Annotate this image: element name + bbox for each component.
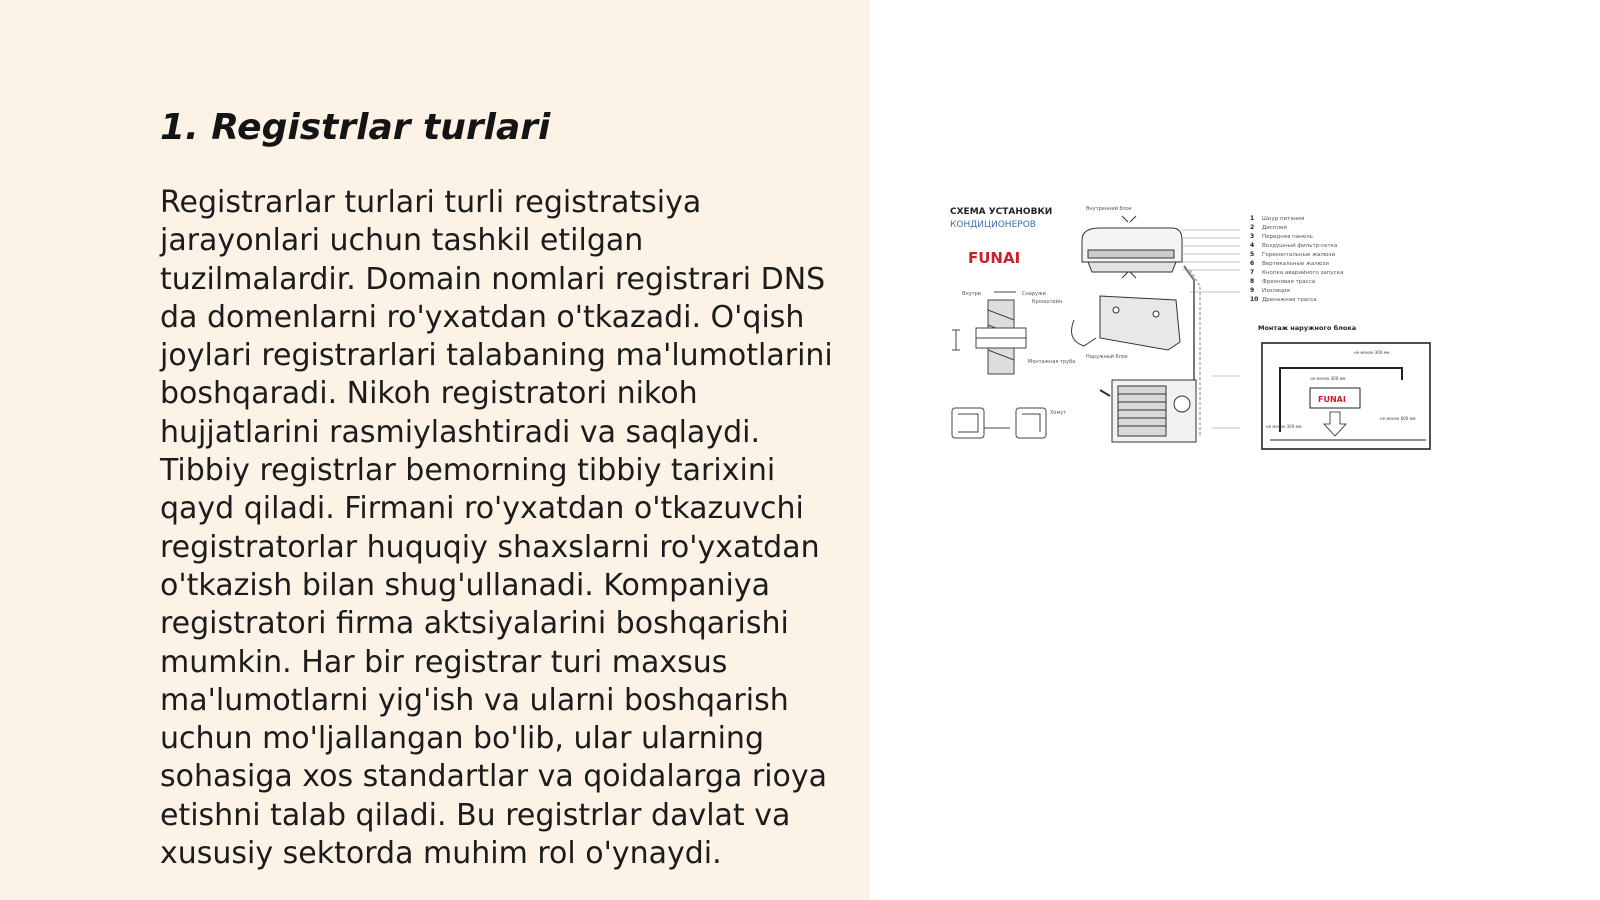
wall-section-icon [952, 291, 1075, 374]
legend-number: 2 [1250, 224, 1255, 231]
legend-number: 4 [1250, 242, 1255, 249]
label-outside: Снаружи [1022, 291, 1046, 297]
legend-text: Шнур питания [1262, 216, 1305, 222]
legend-number: 6 [1250, 260, 1255, 267]
label-indoor: Внутренний блок [1086, 206, 1132, 212]
clamp-icon [952, 408, 1066, 438]
legend-text: Горизонтальные жалюзи [1262, 252, 1336, 258]
brand-logo: FUNAI [968, 249, 1021, 267]
indoor-unit-icon [1082, 205, 1182, 278]
legend-number: 7 [1250, 269, 1255, 276]
legend-number: 9 [1250, 287, 1255, 294]
label-outdoor: Наружный блок [1086, 354, 1128, 360]
dim-top: не менее 300 мм [1354, 350, 1390, 355]
slide-body: Registrarlar turlari turli registratsiya jarayonlari uchun tashkil etilgan tuzilmalardir. Domain nomlari registrari DNS da domenlarni ro'yxatdan o'tkazadi. O'qish joylari registrarlari talabaning ma'lumotlarini boshqaradi. Nikoh registratori nikoh hujjatlarini rasmiylashtiradi va saqlaydi. Tibbiy registrlar bemorning tibbiy tarixini qayd qiladi. Firmani ro'yxatdan o'tkazuvchi registratorlar huquqiy shaxslarni ro'yxatdan o'tkazish bilan shug'ullanadi. Kompaniya registratori firma aktsiyalarini boshqarishi mumkin. Har bir registrar turi maxsus ma'lumotlarni yig'ish va ularni boshqarish uchun mo'ljallangan bo'lib, ular ularning sohasiga xos standartlar va qoidalarga rioya etishni talab qiladi. Bu registrlar davlat va xususiy sektorda muhim rol o'ynaydi. [160, 185, 833, 872]
dim-left: не менее 300 мм [1266, 424, 1302, 429]
legend-number: 1 [1250, 215, 1255, 222]
outdoor-unit-icon [1086, 353, 1196, 442]
legend-number: 5 [1250, 251, 1255, 258]
mounting-plate-icon [1072, 296, 1180, 350]
label-inside: Внутри [962, 291, 981, 297]
legend-text: Фреоновая трасса [1262, 279, 1316, 285]
brand-logo-small: FUNAI [1318, 395, 1346, 404]
label-sleeve: Кронштейн [1032, 299, 1063, 305]
component-legend [1250, 215, 1343, 303]
legend-number: 10 [1250, 296, 1259, 303]
legend-text: Дисплей [1262, 225, 1287, 231]
dim-mid: не менее 300 мм [1310, 376, 1346, 381]
legend-text: Дренажная трасса [1262, 297, 1317, 303]
outdoor-placement-box [1262, 343, 1430, 449]
legend-text: Вертикальные жалюзи [1262, 261, 1329, 267]
legend-text: Передняя панель [1262, 234, 1313, 240]
diagram-heading-2: КОНДИЦИОНЕРОВ [950, 220, 1036, 230]
installation-diagram [950, 200, 1450, 470]
label-mount-tube: Монтажная труба [1028, 359, 1076, 365]
dim-right: не менее 600 мм [1380, 416, 1416, 421]
legend-text: Воздушный фильтр-сетка [1262, 243, 1338, 249]
legend-number: 8 [1250, 278, 1255, 285]
legend-text: Кнопка аварийного запуска [1262, 270, 1344, 276]
label-clamp: Хомут [1050, 410, 1067, 416]
legend-number: 3 [1250, 233, 1255, 240]
legend-title: Монтаж наружного блока [1258, 324, 1357, 332]
slide-title: 1. Registrlar turlari [160, 107, 551, 148]
diagram-heading-1: СХЕМА УСТАНОВКИ [950, 207, 1053, 217]
legend-text: Изоляция [1262, 288, 1290, 294]
